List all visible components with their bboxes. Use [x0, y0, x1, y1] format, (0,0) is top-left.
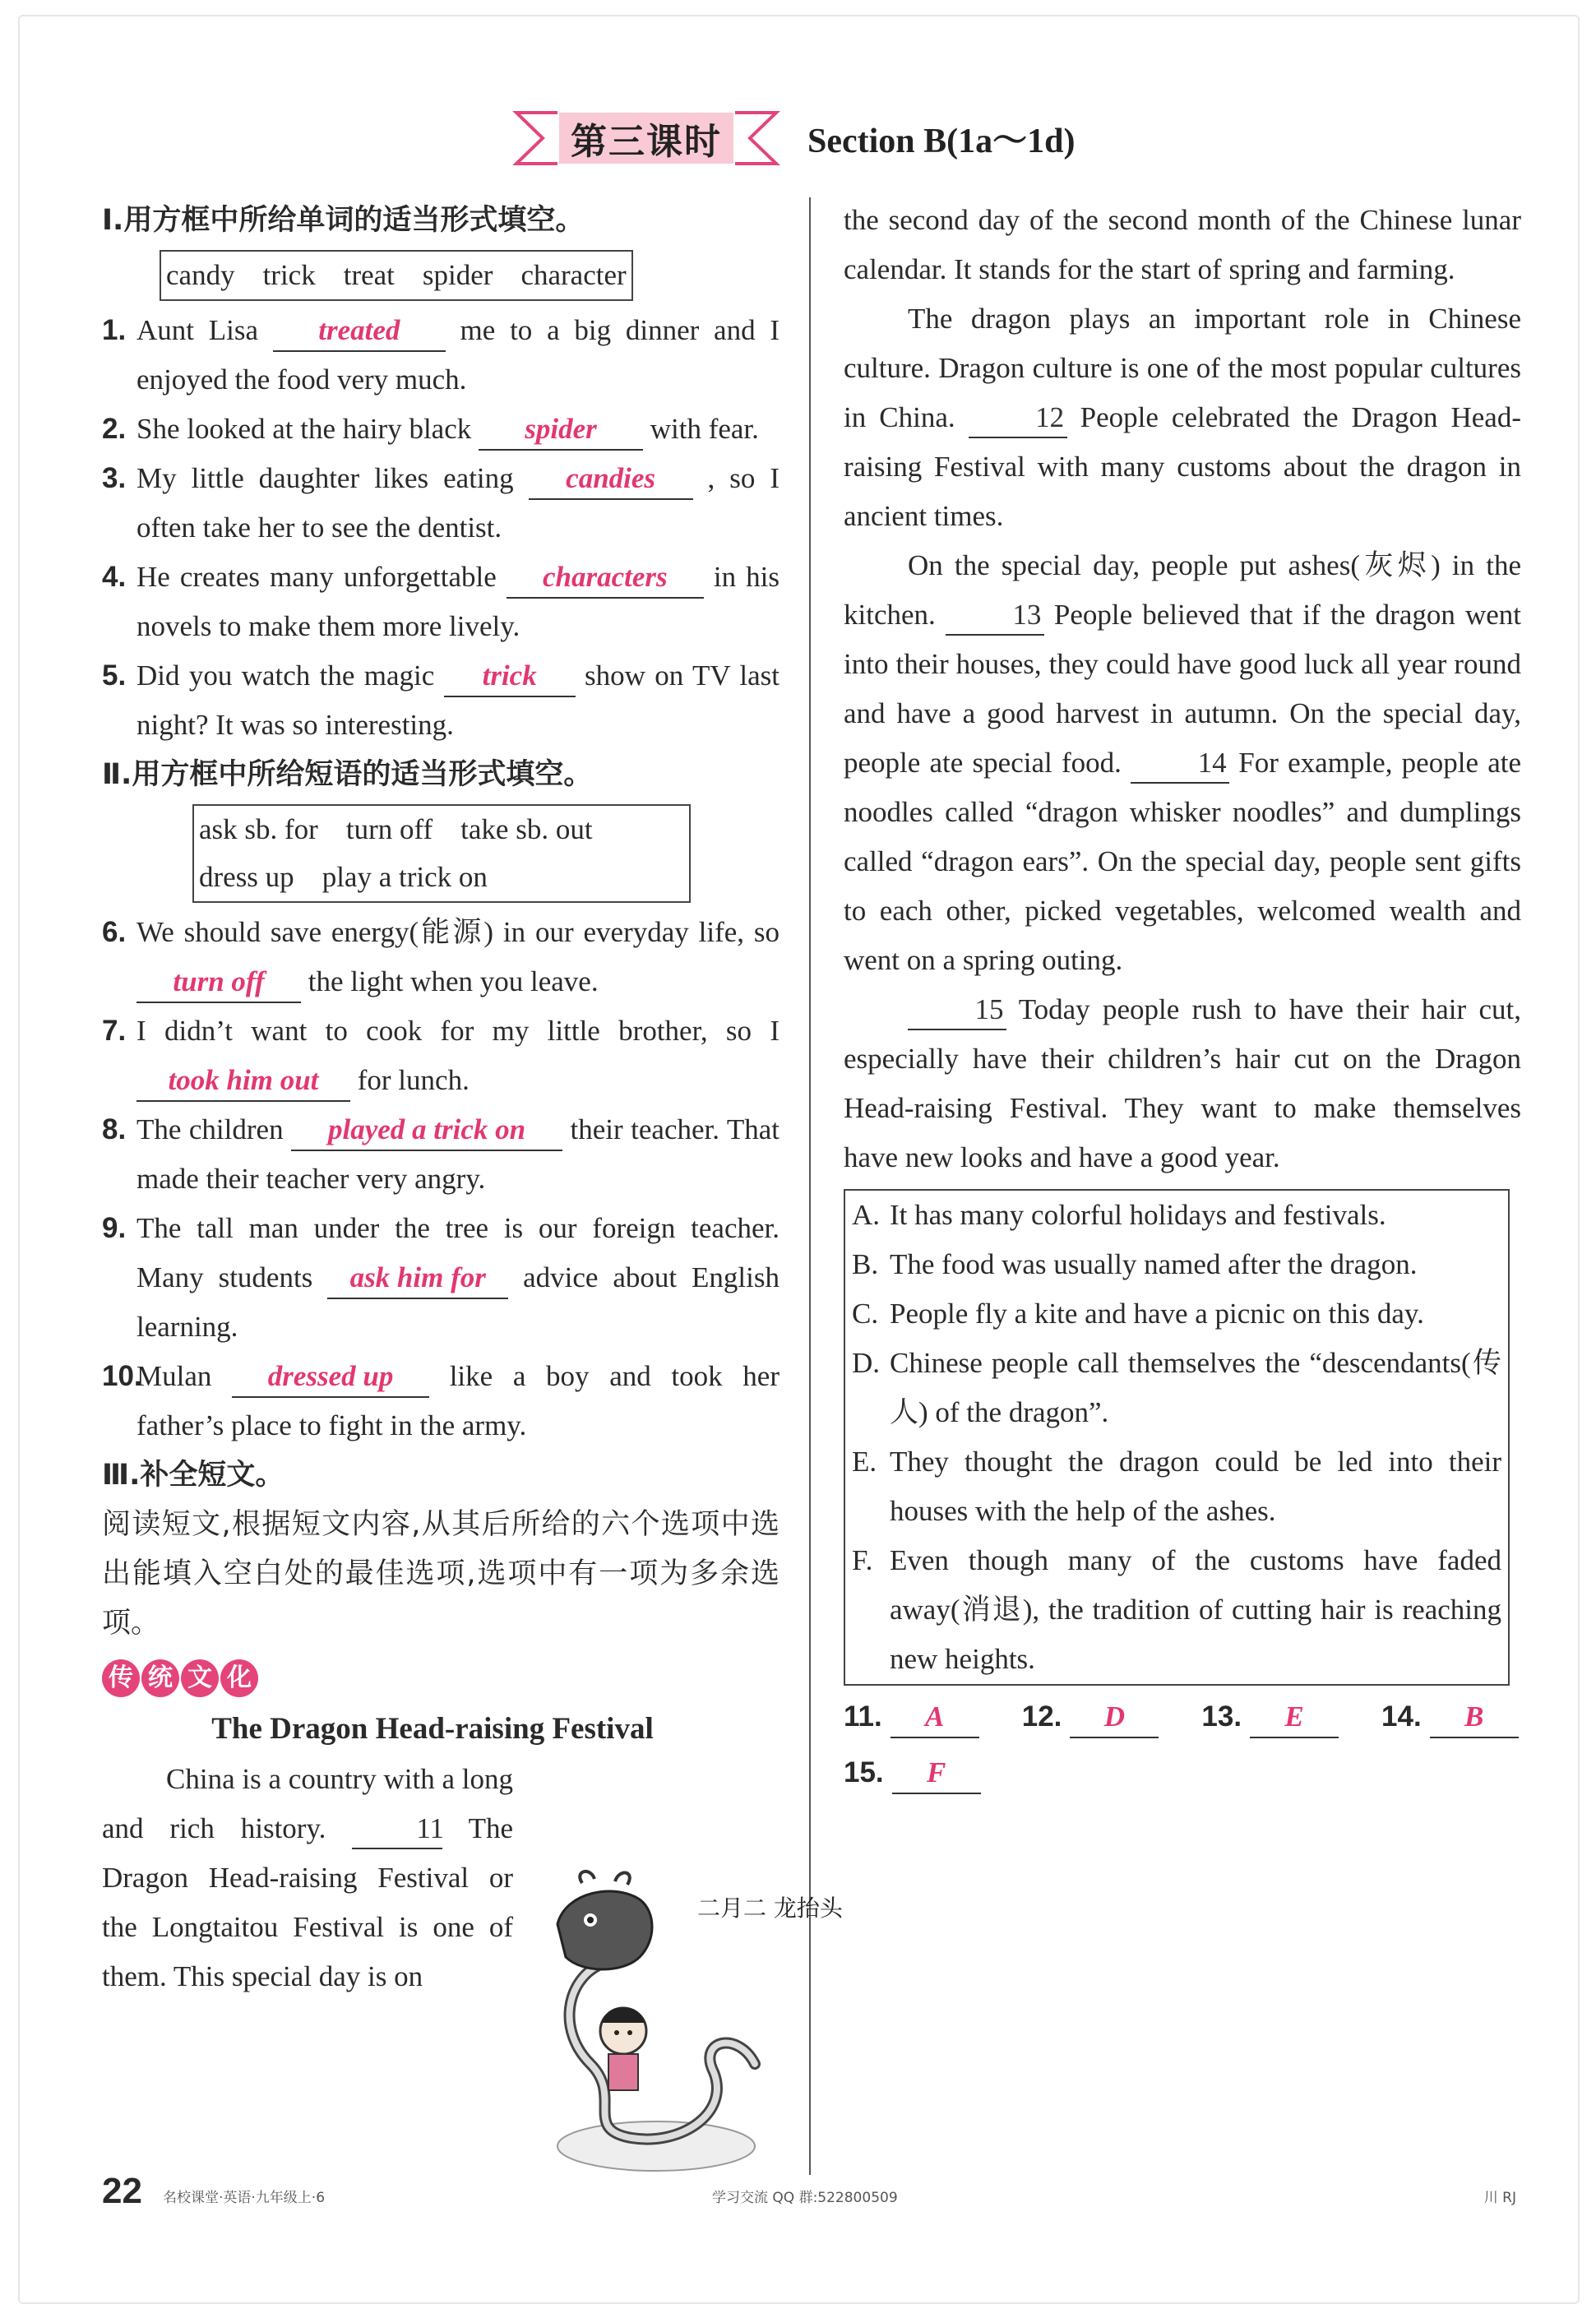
answer-number: 13.: [1201, 1700, 1242, 1733]
question-number: 10.: [102, 1360, 142, 1392]
word-box: [160, 250, 633, 301]
passage-title: The Dragon Head-raising Festival: [211, 1712, 654, 1746]
answer-blank[interactable]: E: [1250, 1697, 1339, 1738]
question-text: Aunt Lisa: [136, 314, 273, 346]
question-text: My little daughter likes eating: [136, 462, 529, 494]
lesson-tag: [510, 109, 783, 167]
question-text: The tall man under the tree is our foreign teacher. Many students: [136, 1212, 779, 1293]
part1-heading: Ⅰ.用方框中所给单词的适当形式填空。: [102, 204, 585, 237]
phrase-item: take sb. out: [460, 813, 593, 845]
question-9: [102, 1204, 779, 1352]
word-box-item: trick: [262, 259, 316, 291]
phrase-item: turn off: [345, 813, 433, 845]
question-text: , so I often take her to see the dentist.: [136, 462, 779, 544]
option-text: People fly a kite and have a picnic on this day.: [890, 1298, 1424, 1330]
column-divider: [809, 197, 811, 2175]
question-5: [102, 651, 779, 750]
option-text: It has many colorful holidays and festivals.: [890, 1199, 1386, 1231]
phrase-box: [192, 804, 691, 903]
answer-blank[interactable]: took him out: [136, 1061, 350, 1102]
passage-text: Today people rush to have their hair cut, especially have their children’s hair cut on the Dragon Head-raising Festival. They want to make themselves have new looks and have a good year.: [844, 993, 1521, 1173]
badge-char: 文: [181, 1659, 219, 1697]
zigzag-right-icon: [733, 109, 783, 167]
passage-text: The Dragon Head-raising Festival or the Longtaitou Festival is one of them. This special day is on: [102, 1812, 513, 1992]
word-box-item: character: [520, 259, 627, 291]
question-number: 6.: [102, 916, 127, 948]
question-text: advice about English learning.: [136, 1261, 779, 1343]
answer-item-15: [844, 1748, 981, 1797]
answer-blank[interactable]: candies: [529, 459, 693, 500]
question-number: 3.: [102, 462, 127, 494]
answer-blank[interactable]: D: [1070, 1697, 1159, 1738]
passage-paragraph-4: [844, 985, 1521, 1182]
section-title: Section B(1a～1d): [807, 123, 1076, 160]
part2-heading: Ⅱ.用方框中所给短语的适当形式填空。: [102, 758, 593, 791]
question-text: show on TV last night? It was so interesting.: [136, 659, 779, 741]
illustration-caption: 二月二 龙抬头: [697, 1895, 843, 1922]
word-box-item: spider: [422, 259, 493, 291]
page-number: 22: [102, 2171, 142, 2211]
phrase-row: [199, 806, 684, 854]
answer-blank[interactable]: treated: [273, 311, 446, 352]
phrase-row: [199, 854, 684, 901]
answer-row: [844, 1748, 1521, 1797]
option-c: [852, 1289, 1501, 1339]
question-4: [102, 553, 779, 651]
options-box: [844, 1189, 1510, 1686]
culture-badge: [102, 1659, 260, 1697]
question-number: 4.: [102, 561, 127, 593]
passage-paragraph-1: [102, 1755, 513, 2001]
phrase-item: dress up: [199, 861, 294, 893]
answer-number: 11.: [844, 1700, 882, 1733]
book-info: 名校课堂·英语·九年级上·6: [163, 2190, 326, 2206]
question-text: Mulan: [136, 1360, 233, 1392]
question-text: their teacher. That made their teacher very angry.: [136, 1113, 779, 1195]
part3-instructions: 阅读短文,根据短文内容,从其后所给的六个选项中选出能填入空白处的最佳选项,选项中有一项为多余选项。: [102, 1508, 779, 1640]
answer-number: 15.: [844, 1756, 884, 1788]
option-letter: E.: [852, 1446, 877, 1478]
option-letter: B.: [852, 1248, 879, 1280]
answer-item-13: [1201, 1692, 1339, 1742]
passage-blank-13[interactable]: 13: [946, 596, 1044, 636]
answer-blank[interactable]: trick: [444, 656, 576, 697]
badge-char: 化: [220, 1659, 258, 1697]
question-3: [102, 454, 779, 553]
question-7: [102, 1006, 779, 1105]
question-number: 1.: [102, 314, 127, 346]
answer-blank[interactable]: ask him for: [327, 1258, 508, 1299]
question-text: with fear.: [642, 413, 759, 445]
option-text: Even though many of the customs have faded away(消退), the tradition of cutting hair is reaching new heights.: [890, 1544, 1501, 1675]
part3-heading: Ⅲ.补全短文。: [102, 1459, 285, 1492]
passage-text: For example, people ate noodles called “dragon whisker noodles” and dumplings called “dragon ears”. On the special day, people sent gifts to each other, picked vegetables, welcomed wealth and went on a spring outing.: [844, 747, 1521, 976]
answer-item-11: [844, 1692, 979, 1742]
question-text: in his novels to make them more lively.: [136, 561, 779, 642]
passage-blank-11[interactable]: 11: [352, 1810, 442, 1849]
option-letter: F.: [852, 1544, 873, 1576]
option-f: [852, 1536, 1501, 1684]
option-text: The food was usually named after the dragon.: [890, 1248, 1418, 1280]
option-a: [852, 1191, 1501, 1240]
phrase-item: play a trick on: [322, 861, 488, 893]
passage-paragraph-3: [844, 541, 1521, 985]
lesson-header: [510, 105, 1076, 171]
option-letter: A.: [852, 1199, 881, 1231]
edition-label: 川 RJ: [1483, 2190, 1516, 2206]
question-1: [102, 306, 779, 405]
option-d: [852, 1339, 1501, 1437]
question-6: [102, 908, 779, 1006]
question-text: We should save energy(能源) in our everyday life, so: [136, 916, 779, 948]
question-2: [102, 405, 779, 454]
badge-char: 传: [102, 1659, 140, 1697]
question-number: 9.: [102, 1212, 127, 1244]
question-number: 5.: [102, 659, 127, 692]
answer-blank[interactable]: played a trick on: [291, 1110, 562, 1151]
phrase-item: ask sb. for: [199, 813, 318, 845]
question-10: [102, 1352, 779, 1450]
passage-blank-14[interactable]: 14: [1131, 744, 1229, 784]
passage-blank-12[interactable]: 12: [969, 399, 1067, 438]
answer-number: 14.: [1381, 1700, 1422, 1733]
answer-blank[interactable]: characters: [507, 558, 704, 599]
question-number: 8.: [102, 1113, 127, 1145]
question-text: The children: [136, 1113, 292, 1145]
answer-blank[interactable]: spider: [479, 409, 643, 451]
question-text: for lunch.: [350, 1064, 470, 1096]
answer-number: 12.: [1021, 1700, 1062, 1733]
lesson-tag-text: 第三课时: [571, 121, 722, 163]
option-letter: D.: [852, 1347, 881, 1379]
question-number: 7.: [102, 1015, 127, 1047]
answer-blank[interactable]: A: [891, 1697, 979, 1738]
question-text: the light when you leave.: [301, 965, 599, 997]
answer-blank[interactable]: B: [1430, 1697, 1519, 1738]
word-box-item: treat: [343, 259, 395, 291]
option-text: They thought the dragon could be led into their houses with the help of the ashes.: [890, 1446, 1501, 1527]
answer-area: [844, 1692, 1521, 1797]
option-text: Chinese people call themselves the “descendants(传人) of the dragon”.: [890, 1347, 1501, 1428]
passage-text: On the special day, people put ashes(灰烬) in the kitchen.: [844, 549, 1521, 631]
answer-item-14: [1381, 1692, 1519, 1742]
answer-blank[interactable]: turn off: [136, 962, 301, 1003]
word-box-item: candy: [166, 259, 235, 291]
qq-group: 学习交流 QQ 群:522800509: [712, 2190, 898, 2206]
option-e: [852, 1437, 1501, 1536]
zigzag-left-icon: [510, 109, 559, 167]
passage-blank-15[interactable]: 15: [908, 991, 1006, 1030]
answer-row: [844, 1692, 1521, 1742]
question-text: me to a big dinner and I enjoyed the food very much.: [136, 314, 779, 396]
question-number: 2.: [102, 413, 127, 445]
passage-text: People celebrated the Dragon Head-raising Festival with many customs about the dragon in ancient times.: [844, 401, 1521, 532]
dragon-illustration: [533, 1867, 843, 2179]
option-letter: C.: [852, 1298, 879, 1330]
answer-blank[interactable]: dressed up: [232, 1357, 429, 1398]
question-text: like a boy and took her father’s place to fight in the army.: [136, 1360, 779, 1441]
answer-item-12: [1022, 1692, 1159, 1742]
passage-text: People believed that if the dragon went into their houses, they could have good luck all year round and have a good harvest in autumn. On the special day, people ate special food.: [844, 599, 1521, 779]
question-text: I didn’t want to cook for my little brother, so I: [136, 1015, 779, 1047]
badge-char: 统: [141, 1659, 179, 1697]
question-text: He creates many unforgettable: [136, 561, 507, 593]
passage-text: China is a country with a long and rich history.: [102, 1763, 513, 1844]
answer-blank[interactable]: F: [892, 1753, 981, 1794]
option-b: [852, 1240, 1501, 1289]
question-8: [102, 1105, 779, 1204]
question-text: She looked at the hairy black: [136, 413, 479, 445]
passage-paragraph-1-cont: the second day of the second month of the Chinese lunar calendar. It stands for the start of spring and farming.: [844, 204, 1521, 285]
passage-text: The dragon plays an important role in Chinese culture. Dragon culture is one of the most popular cultures in China.: [844, 303, 1521, 433]
passage-paragraph-2: [844, 294, 1521, 541]
question-text: Did you watch the magic: [136, 659, 444, 692]
left-column: [102, 196, 779, 2001]
right-column: [844, 196, 1521, 1797]
